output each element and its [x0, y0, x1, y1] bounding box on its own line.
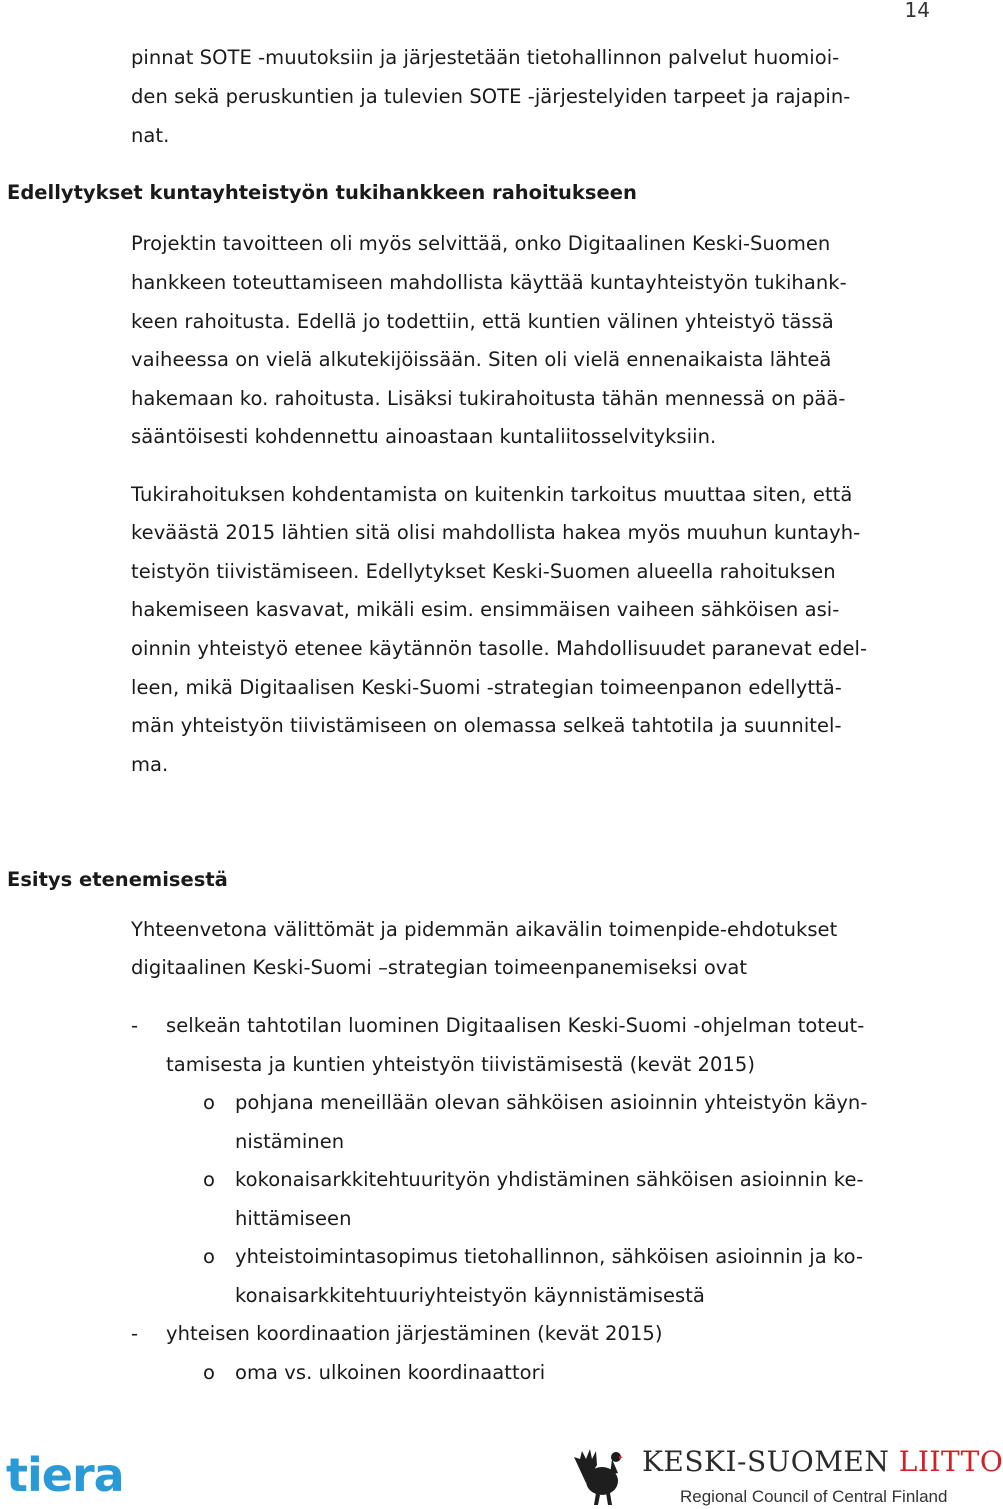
text-line: sääntöisesti kohdennettu ainoastaan kuntaliitosselvityksiin.	[131, 425, 717, 448]
bullet-marker: o	[203, 1361, 215, 1384]
text-line: Projektin tavoitteen oli myös selvittää, onko Digitaalinen Keski-Suomen	[131, 232, 831, 255]
text-line: hakemiseen kasvavat, mikäli esim. ensimmäisen vaiheen sähköisen asi-	[131, 598, 840, 621]
text-line: Yhteenvetona välittömät ja pidemmän aikavälin toimenpide-ehdotukset	[131, 918, 838, 941]
text-line: vaiheessa on vielä alkutekijöissään. Siten oli vielä ennenaikaista lähteä	[131, 348, 832, 371]
text-line: hankkeen toteuttamiseen mahdollista käyttää kuntayhteistyön tukihank-	[131, 271, 847, 294]
text-line: yhteisen koordinaation järjestäminen (kevät 2015)	[166, 1322, 663, 1345]
text-line: hakemaan ko. rahoitusta. Lisäksi tukirahoitusta tähän mennessä on pää-	[131, 387, 846, 410]
keski-suomen-liitto-logo	[572, 1443, 1003, 1509]
text-line: teistyön tiivistämiseen. Edellytykset Keski-Suomen alueella rahoituksen	[131, 560, 836, 583]
text-line: leen, mikä Digitaalisen Keski-Suomi -strategian toimeenpanon edellyttä-	[131, 676, 842, 699]
ksl-title-main: KESKI-SUOMEN	[642, 1445, 890, 1478]
text-line: oma vs. ulkoinen koordinaattori	[235, 1361, 546, 1384]
dash-marker: -	[131, 1322, 139, 1345]
text-line: keväästä 2015 lähtien sitä olisi mahdollista hakea myös muuhun kuntayh-	[131, 521, 861, 544]
svg-text:tiera: tiera	[6, 1448, 124, 1502]
page-number: 14	[904, 0, 930, 22]
ksl-title-accent: LIITTO	[898, 1445, 1003, 1478]
text-line: oinnin yhteistyö etenee käytännön tasolle. Mahdollisuudet paranevat edel-	[131, 637, 868, 660]
text-line: selkeän tahtotilan luominen Digitaalisen Keski-Suomi -ohjelman toteut-	[166, 1014, 865, 1037]
text-line: kokonaisarkkitehtuurityön yhdistäminen sähköisen asioinnin ke-	[235, 1168, 864, 1191]
text-line: hittämiseen	[235, 1207, 352, 1230]
text-line: yhteistoimintasopimus tietohallinnon, sähköisen asioinnin ja ko-	[235, 1245, 864, 1268]
text-line: män yhteistyön tiivistämiseen on olemassa selkeä tahtotila ja suunnitel-	[131, 714, 842, 737]
ksl-title	[642, 1445, 1003, 1478]
capercaillie-bird-icon	[572, 1443, 634, 1507]
text-line: nat.	[131, 124, 170, 147]
text-line: keen rahoitusta. Edellä jo todettiin, että kuntien välinen yhteistyö tässä	[131, 310, 834, 333]
text-line: digitaalinen Keski-Suomi –strategian toimeenpanemiseksi ovat	[131, 956, 748, 979]
text-line: pohjana meneillään olevan sähköisen asioinnin yhteistyön käyn-	[235, 1091, 868, 1114]
text-line: nistäminen	[235, 1130, 345, 1153]
bullet-marker: o	[203, 1168, 215, 1191]
text-line: pinnat SOTE -muutoksiin ja järjestetään tietohallinnon palvelut huomioi-	[131, 46, 840, 69]
text-line: tamisesta ja kuntien yhteistyön tiivistämisestä (kevät 2015)	[166, 1053, 755, 1076]
text-line: Tukirahoituksen kohdentamista on kuitenkin tarkoitus muuttaa siten, että	[131, 483, 853, 506]
bullet-marker: o	[203, 1245, 215, 1268]
text-line: den sekä peruskuntien ja tulevien SOTE -järjestelyiden tarpeet ja rajapin-	[131, 85, 851, 108]
section-heading: Edellytykset kuntayhteistyön tukihankkeen rahoitukseen	[7, 181, 637, 204]
text-line: ma.	[131, 753, 169, 776]
dash-marker: -	[131, 1014, 139, 1037]
bullet-marker: o	[203, 1091, 215, 1114]
text-line: konaisarkkitehtuuriyhteistyön käynnistämisestä	[235, 1284, 705, 1307]
section-heading: Esitys etenemisestä	[7, 868, 228, 891]
tiera-logo	[6, 1448, 128, 1502]
ksl-subtitle: Regional Council of Central Finland	[680, 1487, 948, 1506]
